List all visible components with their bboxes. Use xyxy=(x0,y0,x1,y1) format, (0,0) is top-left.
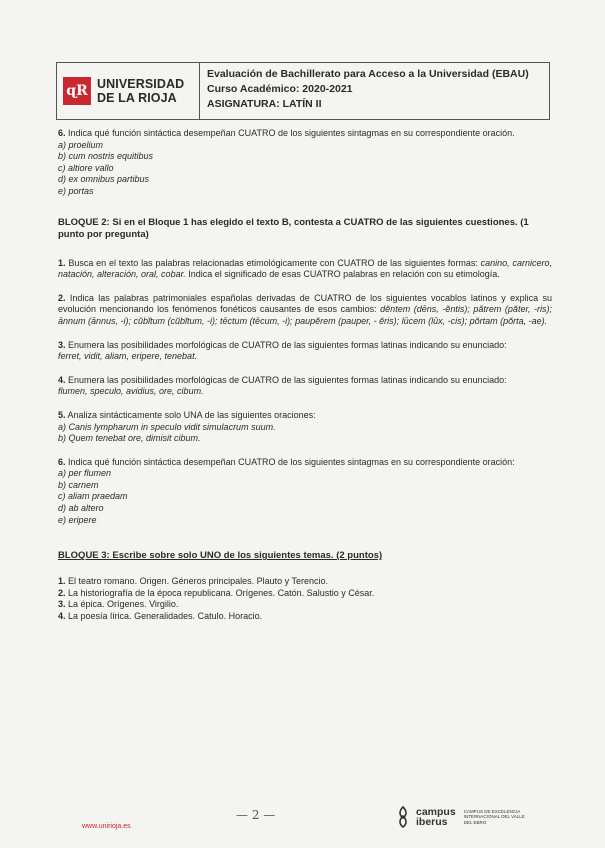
block-3-topics xyxy=(58,576,552,622)
option: d) ex omnibus partibus xyxy=(58,174,150,185)
option: e) eripere xyxy=(58,514,97,525)
exam-header xyxy=(56,62,550,120)
campus-iberus-icon xyxy=(396,806,410,828)
block2-question-4: 4. Enumera las posibilidades morfológicas de CUATRO de las siguientes formas latinas indicando su enunciado: xyxy=(58,374,507,385)
topic-item: 1. El teatro romano. Origen. Géneros principales. Plauto y Terencio. xyxy=(58,576,328,587)
block2-question-5: 5. Analiza sintácticamente solo UNA de las siguientes oraciones: xyxy=(58,409,316,420)
block2-question-1: 1. Busca en el texto las palabras relacionadas etimológicamente con CUATRO de las siguientes formas: canino, carnicero, natación, alteración, oral, cobar. Indica el significado de esas CUATRO palabras en relación con su etimología. xyxy=(58,257,552,280)
option: b) carnem xyxy=(58,479,99,490)
question-3-words: ferret, vidit, aliam, eripere, tenebat. xyxy=(58,351,198,362)
question-4-words: flumen, speculo, avidius, ore, cibum. xyxy=(58,386,204,397)
subject: ASIGNATURA: LATÍN II xyxy=(207,98,322,110)
question-6-block1: 6. Indica qué función sintáctica desempeñan CUATRO de los siguientes sintagmas en su correspondiente oración. xyxy=(58,128,515,138)
university-name: UNIVERSIDAD DE LA RIOJA xyxy=(97,77,185,105)
exam-info xyxy=(200,63,529,119)
footer-url: www.unirioja.es xyxy=(82,823,131,830)
block2-question-6: 6. Indica qué función sintáctica desempeñan CUATRO de los siguientes sintagmas en su correspondiente oración: xyxy=(58,456,515,467)
block2-question-3: 3. Enumera las posibilidades morfológicas de CUATRO de las siguientes formas latinas indicando su enunciado: xyxy=(58,339,507,350)
option: a) proelium xyxy=(58,139,104,150)
block-3-title: BLOQUE 3: Escribe sobre solo UNO de los siguientes temas. (2 puntos) xyxy=(58,550,383,562)
block-2-title: BLOQUE 2: Si en el Bloque 1 has elegido el texto B, contesta a CUATRO de las siguientes cuestiones. (1 punto por pregunta) xyxy=(58,216,529,240)
option: a) per flumen xyxy=(58,468,112,479)
option: c) aliam praedam xyxy=(58,491,128,502)
exam-title: Evaluación de Bachillerato para Acceso a la Universidad (EBAU) xyxy=(207,68,529,80)
option: c) altiore vallo xyxy=(58,162,114,173)
topic-item: 2. La historiografía de la época republicana. Orígenes. Catón. Salustio y César. xyxy=(58,587,375,598)
university-logo-block xyxy=(57,63,200,119)
campus-iberus-logo: campus iberus CAMPUS DE EXCELENCIA INTERNACIONAL DEL VALLE DEL EBRO xyxy=(396,806,534,828)
campus-subtitle: CAMPUS DE EXCELENCIA INTERNACIONAL DEL VALLE DEL EBRO xyxy=(463,808,525,825)
block2-question-2: 2. Indica las palabras patrimoniales españolas derivadas de CUATRO de los siguientes vocablos latinos y explica su evolución mencionando los fenómenos fonéticos causantes de esos cambios: dĕntem (dēns, -ĕntis); pătrem (păter, -ris); ānnum (ānnus, -i); cŭbĭtum (cŭbĭtum, -i); tēctum (tēcum, -i); paupĕrem (pauper, - ĕris); lūcem (lūx, -cis); pŏrtam (pŏrta, -ae). xyxy=(58,292,552,326)
topic-item: 4. La poesía lírica. Generalidades. Catulo. Horacio. xyxy=(58,611,263,622)
topic-item: 3. La épica. Orígenes. Virgilio. xyxy=(58,599,179,610)
option: b) cum nostris equitibus xyxy=(58,151,154,162)
course-year: Curso Académico: 2020-2021 xyxy=(207,83,353,95)
page-number: — 2 — xyxy=(236,808,276,822)
option: d) ab altero xyxy=(58,503,104,514)
exam-content xyxy=(58,128,552,623)
option: e) portas xyxy=(58,185,94,196)
university-logo-icon: ɋR xyxy=(63,77,91,105)
option: b) Quem tenebat ore, dimisit cibum. xyxy=(58,433,201,444)
option: a) Canis lympharum in speculo vidit simulacrum suum. xyxy=(58,421,276,432)
